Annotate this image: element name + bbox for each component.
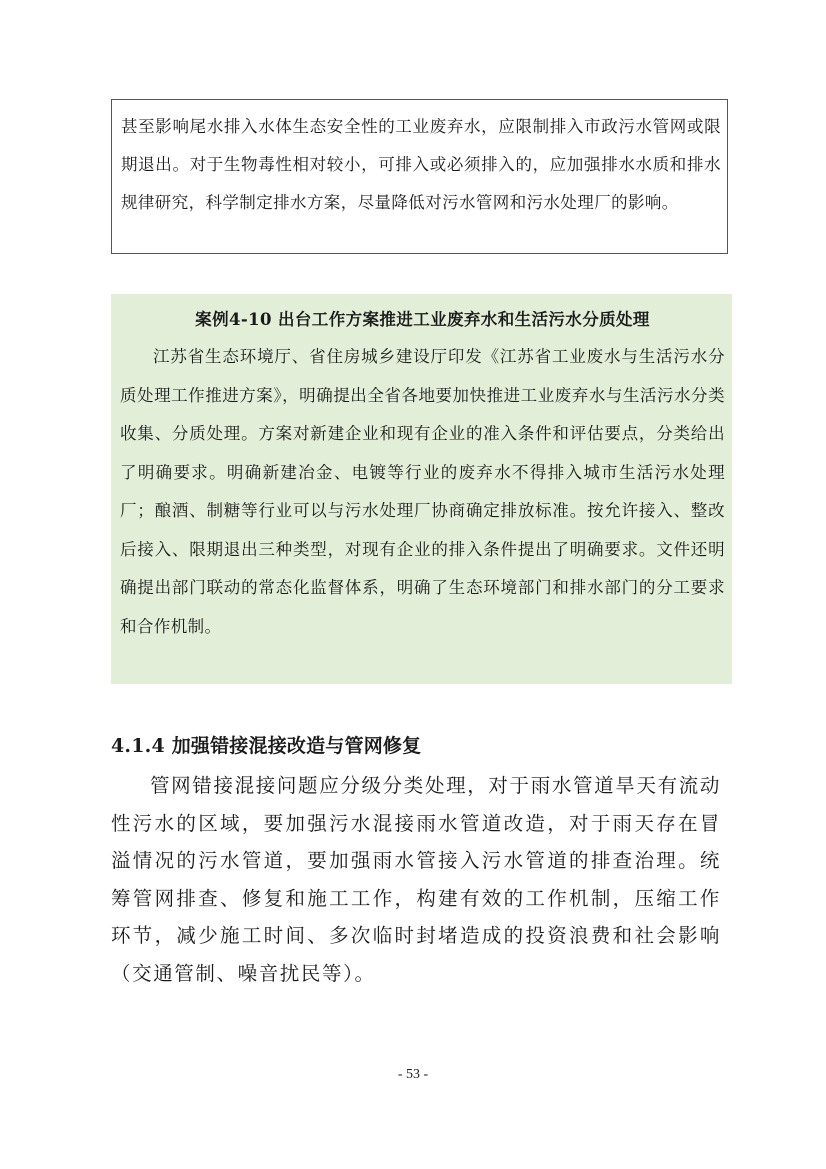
bordered-paragraph-box	[111, 99, 728, 254]
case-study-box	[111, 294, 732, 684]
case-study-title: 案例4-10 出台工作方案推进工业废弃水和生活污水分质处理	[195, 310, 650, 329]
section-heading: 4.1.4 加强错接混接改造与管网修复	[111, 735, 422, 757]
section-paragraph: 管网错接混接问题应分级分类处理，对于雨水管道旱天有流动性污水的区域，要加强污水混接雨水管道改造，对于雨天存在冒溢情况的污水管道，要加强雨水管接入污水管道的排查治理。统筹管网排查、修复和施工工作，构建有效的工作机制，压缩工作环节，减少施工时间、多次临时封堵造成的投资浪费和社会影响（交通管制、噪音扰民等）。	[111, 774, 721, 985]
page-number: - 53 -	[397, 1067, 429, 1082]
bordered-paragraph-text: 甚至影响尾水排入水体生态安全性的工业废弃水，应限制排入市政污水管网或限期退出。对于生物毒性相对较小，可排入或必须排入的，应加强排水水质和排水规律研究，科学制定排水方案，尽量降低对污水管网和污水处理厂的影响。	[121, 117, 721, 212]
case-study-body: 江苏省生态环境厅、省住房城乡建设厅印发《江苏省工业废水与生活污水分质处理工作推进方案》，明确提出全省各地要加快推进工业废弃水与生活污水分类收集、分质处理。方案对新建企业和现有企业的准入条件和评估要点，分类给出了明确要求。明确新建冶金、电镀等行业的废弃水不得排入城市生活污水处理厂；酿酒、制糖等行业可以与污水处理厂协商确定排放标准。按允许接入、整改后接入、限期退出三种类型，对现有企业的排入条件提出了明确要求。文件还明确提出部门联动的常态化监督体系，明确了生态环境部门和排水部门的分工要求和合作机制。	[120, 347, 725, 636]
